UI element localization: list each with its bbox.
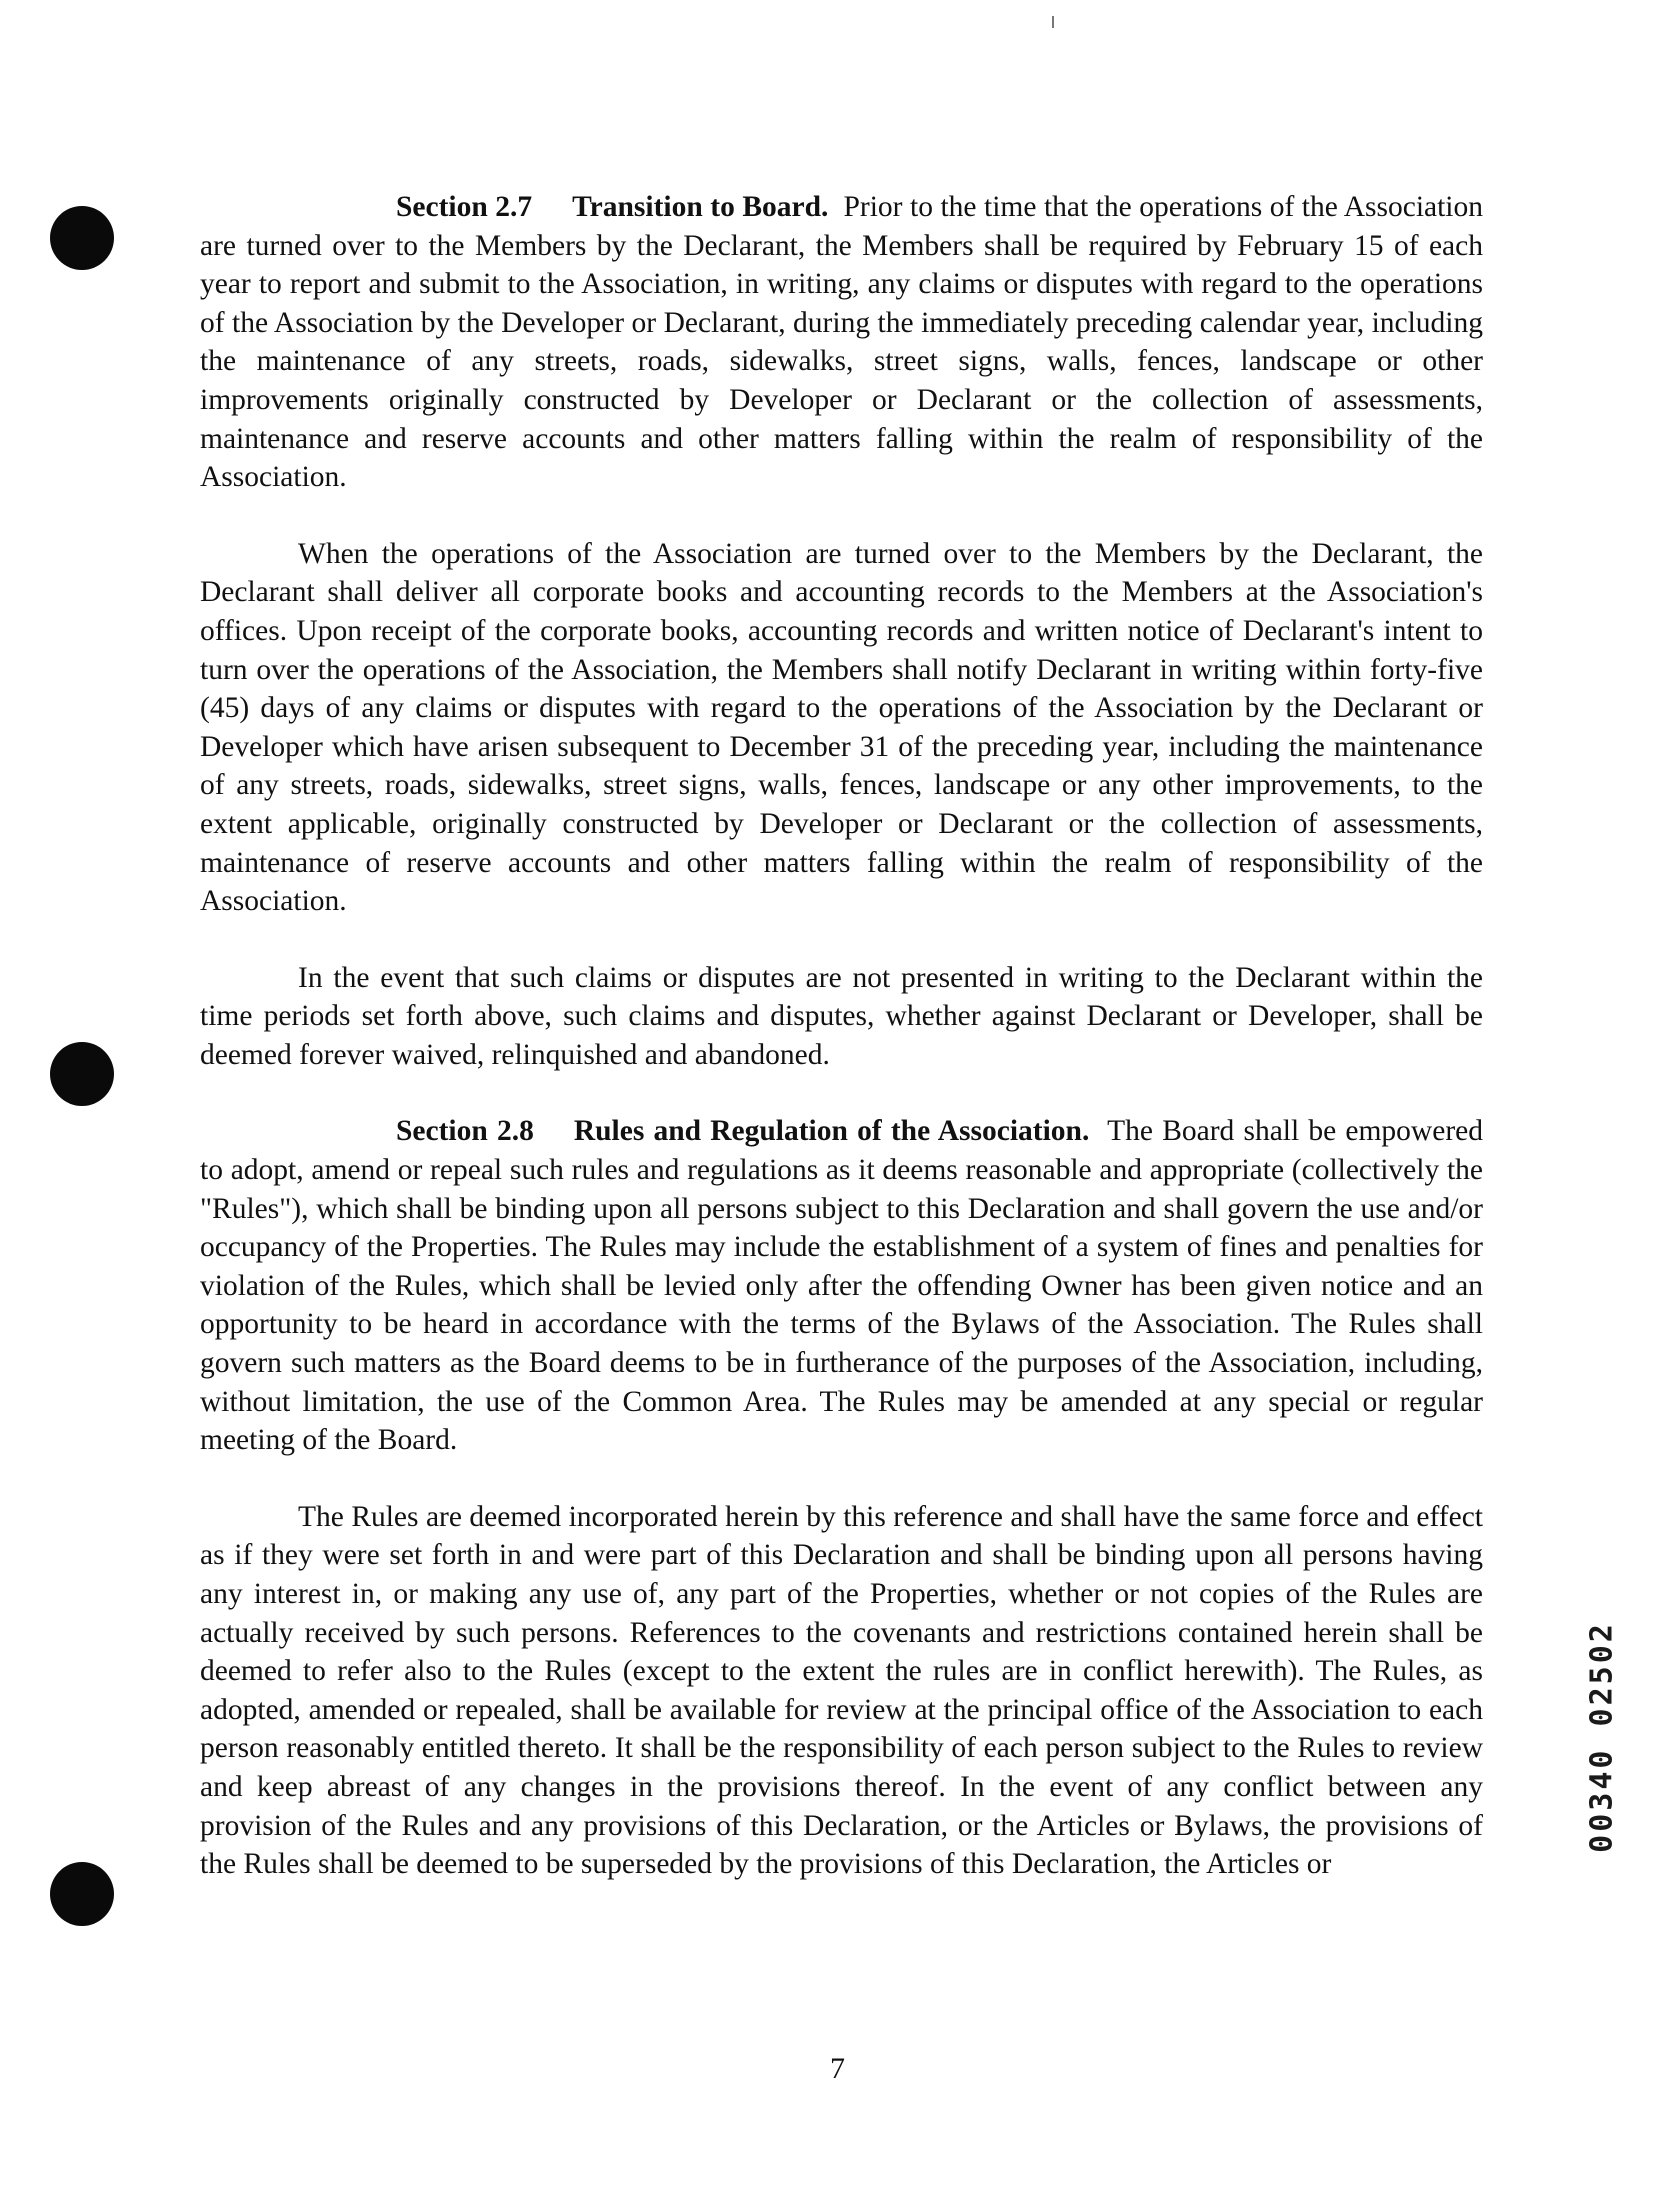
page-number: 7	[830, 2052, 845, 2085]
side-stamp	[1582, 1552, 1622, 1922]
paragraph-text: The Board shall be empowered to adopt, amend or repeal such rules and regulations as it deems reasonable and appropriate (collectively the "Rules"), which shall be binding upon all persons subject to this Declaration and shall govern the use and/or occupancy of the Properties. The Rules may include the establishment of a system of fines and penalties for violation of the Rules, which shall be levied only after the offending Owner has been given notice and an opportunity to be heard in accordance with the terms of the Bylaws of the Association. The Rules shall govern such matters as the Board deems to be in furtherance of the purposes of the Association, including, without limitation, the use of the Common Area. The Rules may be amended at any special or regular meeting of the Board.	[200, 1115, 1483, 1457]
punch-hole-top	[50, 206, 114, 270]
paragraph-text: Prior to the time that the operations of the Association are turned over to the Members by the Declarant, the Members shall be required by February 15 of each year to report and submit to the Association, in writing, any claims or disputes with regard to the operations of the Association by the Developer or Declarant, during the immediately preceding calendar year, including the maintenance of any streets, roads, sidewalks, street signs, walls, fences, landscape or other improvements originally constructed by Developer or Declarant or the collection of assessments, maintenance and reserve accounts and other matters falling within the realm of responsibility of the Association.	[200, 191, 1484, 494]
section-2-8-paragraph	[200, 1112, 1483, 1459]
punch-hole-bottom	[50, 1862, 114, 1926]
paragraph-text: The Rules are deemed incorporated herein by this reference and shall have the same force and effect as if they were set forth in and were part of this Declaration and shall be binding upon all persons having any interest in, or making any use of, any part of the Properties, whether or not copies of the Rules are actually received by such persons. References to the covenants and restrictions contained herein shall be deemed to refer also to the Rules (except to the extent the rules are in conflict herewith). The Rules, as adopted, amended or repealed, shall be available for review at the principal office of the Association to each person reasonably entitled thereto. It shall be the responsibility of each person subject to the Rules to review and keep abreast of any changes in the provisions thereof. In the event of any conflict between any provision of the Rules and any provisions of this Declaration, or the Articles or Bylaws, the provisions of the Rules shall be deemed to be superseded by the provisions of this Declaration, the Articles or	[200, 1500, 1483, 1881]
paragraph-text: In the event that such claims or disputes are not presented in writing to the Declarant within the time periods set forth above, such claims and disputes, whether against Declarant or Developer, shall be deemed forever waived, relinquished and abandoned.	[200, 961, 1483, 1071]
document-body	[200, 188, 1483, 1922]
side-stamp-text: 00340 02502	[1584, 1621, 1620, 1853]
section-title: Transition to Board.	[572, 191, 829, 223]
section-title: Rules and Regulation of the Association.	[573, 1115, 1090, 1148]
section-2-7-paragraph	[200, 188, 1483, 497]
scan-tick-mark	[1052, 16, 1054, 28]
body-paragraph	[200, 959, 1483, 1075]
body-paragraph	[200, 535, 1483, 921]
section-number: Section 2.8	[396, 1115, 534, 1148]
punch-hole-middle	[50, 1042, 114, 1106]
section-number: Section 2.7	[396, 191, 533, 223]
paragraph-text: When the operations of the Association are turned over to the Members by the Declarant, the Declarant shall deliver all corporate books and accounting records to the Members at the Association's offices. Upon receipt of the corporate books, accounting records and written notice of Declarant's intent to turn over the operations of the Association, the Members shall notify Declarant in writing within forty-five (45) days of any claims or disputes with regard to the operations of the Association by the Declarant or Developer which have arisen subsequent to December 31 of the preceding year, including the maintenance of any streets, roads, sidewalks, street signs, walls, fences, landscape or any other improvements, to the extent applicable, originally constructed by Developer or Declarant or the collection of assessments, maintenance of reserve accounts and other matters falling within the realm of responsibility of the Association.	[200, 537, 1483, 918]
body-paragraph	[200, 1498, 1483, 1884]
